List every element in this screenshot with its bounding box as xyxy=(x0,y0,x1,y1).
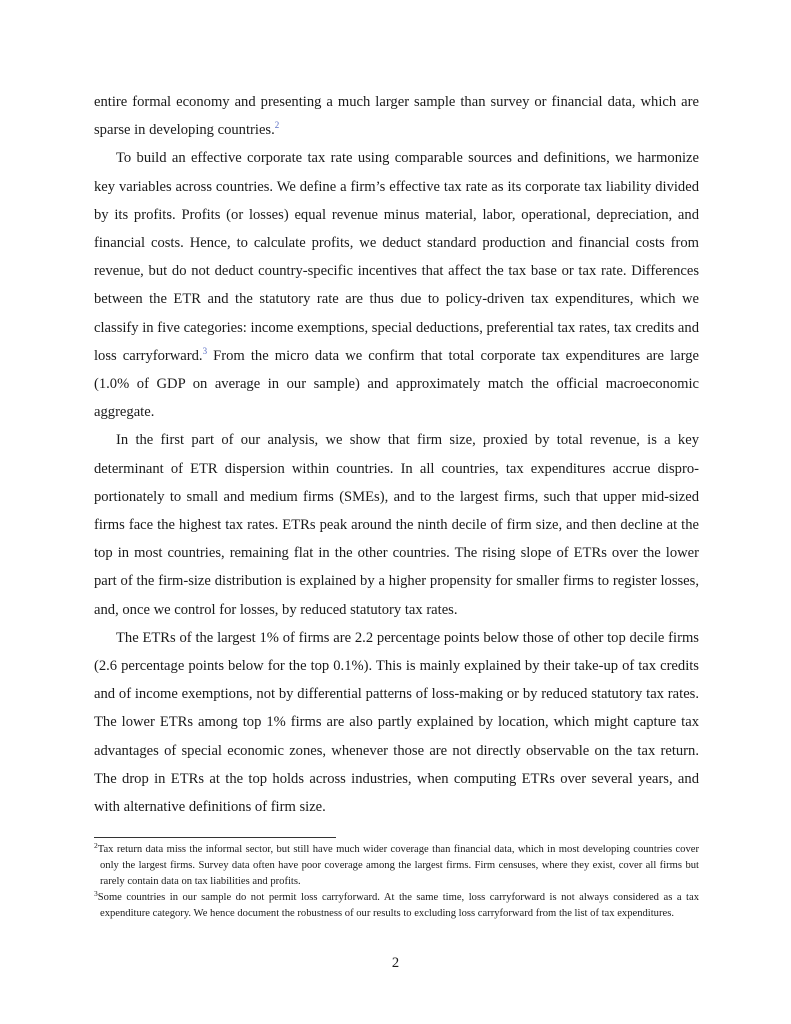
footnote-2-text: Tax return data miss the informal sector, but still have much wider coverage than financial data, which in most developing countries cover only the largest firms. Survey data often have poor coverage among the largest firms. Firm censuses, where they exist, cover all firms but rarely contain data on tax liabilities and profits. xyxy=(97,844,699,887)
footnotes xyxy=(94,842,699,922)
footnote-mark-3: 3 xyxy=(94,888,98,898)
paragraph-1 xyxy=(94,88,699,144)
paragraph-4: The ETRs of the largest 1% of firms are 2.2 percentage points below those of other top decile firms (2.6 percentage points below for the top 0.1%). This is mainly explained by their take-up of tax credits and of income exemptions, not by differential patterns of loss-making or by reduced statutory tax rates. The lower ETRs among top 1% firms are also partly explained by location, which might capture tax advantages of special economic zones, whenever those are not directly observable on the tax return. The drop in ETRs at the top holds across industries, when computing ETRs over several years, and with alternative definitions of firm size. xyxy=(94,629,699,816)
footnote-3 xyxy=(94,890,699,922)
paragraph-2-text-a: To build an effective corporate tax rate using comparable sources and definitions, we harmonize key variables across countries. We define a firm’s effective tax rate as its corporate tax liability divided by its profits. Profits (or losses) equal revenue minus material, labor, operational, depreciation, and financial costs. Hence, to calculate profits, we deduct standard production and financial costs from revenue, but do not deduct country-specific incentives that affect the tax base or tax rate. Differences between the ETR and the statutory rate are thus due to policy-driven tax expenditures, which we classify in five categories: income exemptions, special deductions, preferential tax rates, tax credits and loss carryforward. xyxy=(94,150,699,364)
paragraph-2-text-b: From the micro data we confirm that total corporate tax expenditures are large (1.0% of GDP on average in our sample) and approximately match the official macroeconomic aggregate. xyxy=(94,347,699,421)
footnote-2 xyxy=(94,842,699,890)
footnote-mark-2: 2 xyxy=(94,841,98,850)
footnote-divider xyxy=(94,837,336,838)
paragraph-1-text: entire formal economy and presenting a much larger sample than survey or financial data, which are sparse in developing countries. xyxy=(94,94,699,139)
footnote-3-text: Some countries in our sample do not permit loss carryforward. At the same time, loss carryforward is not always considered as a tax expenditure category. We hence document the robustness of our results to excluding loss carryforward from the list of tax expenditures. xyxy=(97,891,699,919)
paragraph-3: In the first part of our analysis, we show that firm size, proxied by total revenue, is a key determinant of ETR dispersion within countries. In all countries, tax expenditures accrue disproportionately to small and medium firms (SMEs), and to the largest firms, such that upper mid-sized firms face the highest tax rates. ETRs peak around the ninth decile of firm size, and then decline at the top in most countries, remaining flat in the other countries. The rising slope of ETRs over the lower part of the firm-size distribution is explained by a higher propensity for smaller firms to register losses, and, once we control for losses, by reduced statutory tax rates. xyxy=(94,432,699,618)
main-text xyxy=(94,88,699,821)
footnote-ref-2[interactable]: 2 xyxy=(274,120,280,131)
paragraph-2 xyxy=(94,144,699,426)
footnote-ref-3[interactable]: 3 xyxy=(202,345,208,356)
page-number: 2 xyxy=(391,955,400,971)
